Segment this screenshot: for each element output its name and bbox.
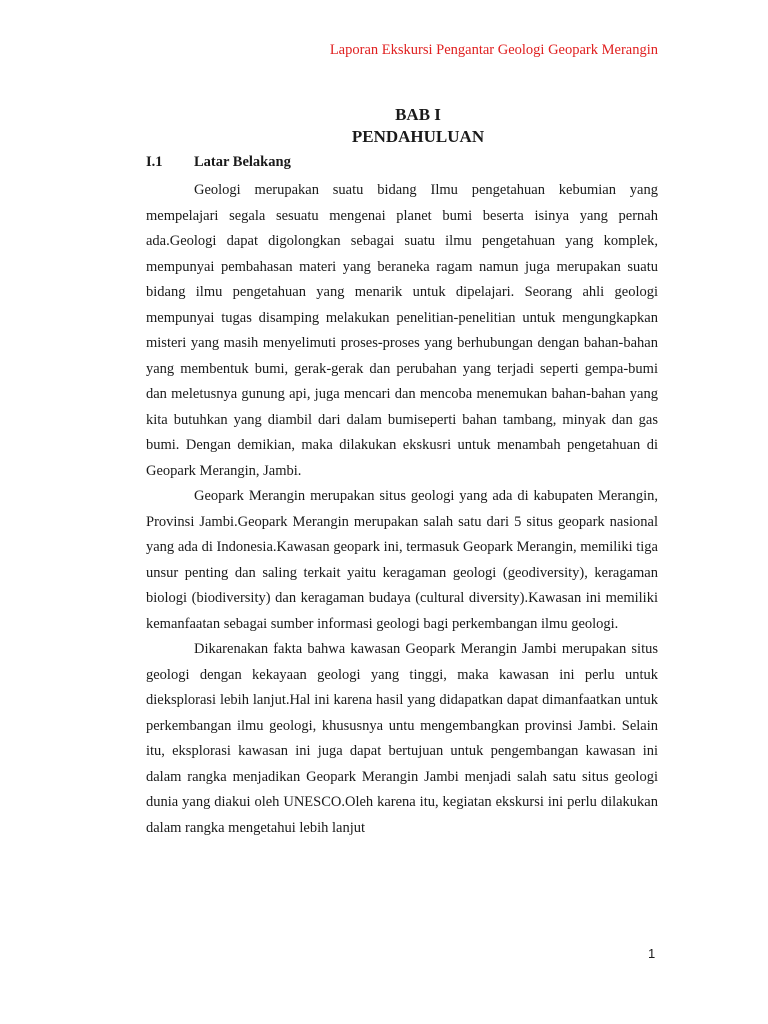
paragraph-2: Geopark Merangin merupakan situs geologi yang ada di kabupaten Merangin, Provinsi Jambi.Geopark Merangin merupakan salah satu dari 5 situs geopark nasional yang ada di Indonesia.Kawasan geopark ini, termasuk Geopark Merangin, memiliki tiga unsur penting dan saling terkait yaitu keragaman geologi (geodiversity), keragaman biologi (biodiversity) dan keragaman budaya (cultural diversity).Kawasan ini memiliki kemanfaatan sebagai sumber informasi geologi bagi perkembangan ilmu geologi. bbox=[146, 488, 658, 632]
body-text bbox=[146, 178, 658, 841]
paragraph-1: Geologi merupakan suatu bidang Ilmu pengetahuan kebumian yang mempelajari segala sesuatu mengenai planet bumi beserta isinya yang pernah ada.Geologi dapat digolongkan sebagai suatu ilmu pengetahuan yang komplek, mempunyai pembahasan materi yang beraneka ragam namun juga merupakan suatu bidang ilmu pengetahuan yang menarik untuk dipelajari. Seorang ahli geologi mempunyai tugas disamping melakukan penelitian-penelitian untuk mengungkapkan misteri yang masih menyelimuti proses-proses yang berhubungan dengan bahan-bahan yang membentuk bumi, gerak-gerak dan perubahan yang terjadi seperti gempa-bumi dan meletusnya gunung api, juga mencari dan mencoba menemukan bahan-bahan yang kita butuhkan yang diambil dari dalam bumiseperti bahan tambang, minyak dan gas bumi. Dengan demikian, maka dilakukan ekskusri untuk menambah pengetahuan di Geopark Merangin, Jambi. bbox=[146, 182, 658, 479]
paragraph-3: Dikarenakan fakta bahwa kawasan Geopark Merangin Jambi merupakan situs geologi dengan kekayaan geologi yang tinggi, maka kawasan ini perlu untuk dieksplorasi lebih lanjut.Hal ini karena hasil yang didapatkan dapat dimanfaatkan untuk perkembangan ilmu geologi, khususnya untu mengembangkan provinsi Jambi. Selain itu, eksplorasi kawasan ini juga dapat bertujuan untuk pengembangan kawasan ini dalam rangka menjadikan Geopark Merangin Jambi menjadi salah satu situs geologi dunia yang diakui oleh UNESCO.Oleh karena itu, kegiatan ekskursi ini perlu dilakukan dalam rangka mengetahui lebih lanjut bbox=[146, 641, 658, 836]
section-title: Latar Belakang bbox=[194, 154, 291, 170]
running-header: Laporan Ekskursi Pengantar Geologi Geopark Merangin bbox=[329, 42, 658, 58]
chapter-label: BAB I bbox=[395, 105, 441, 124]
section-number: I.1 bbox=[146, 154, 163, 170]
section-heading bbox=[146, 154, 291, 171]
page-number: 1 bbox=[648, 946, 656, 961]
chapter-title: PENDAHULUAN bbox=[351, 127, 485, 146]
